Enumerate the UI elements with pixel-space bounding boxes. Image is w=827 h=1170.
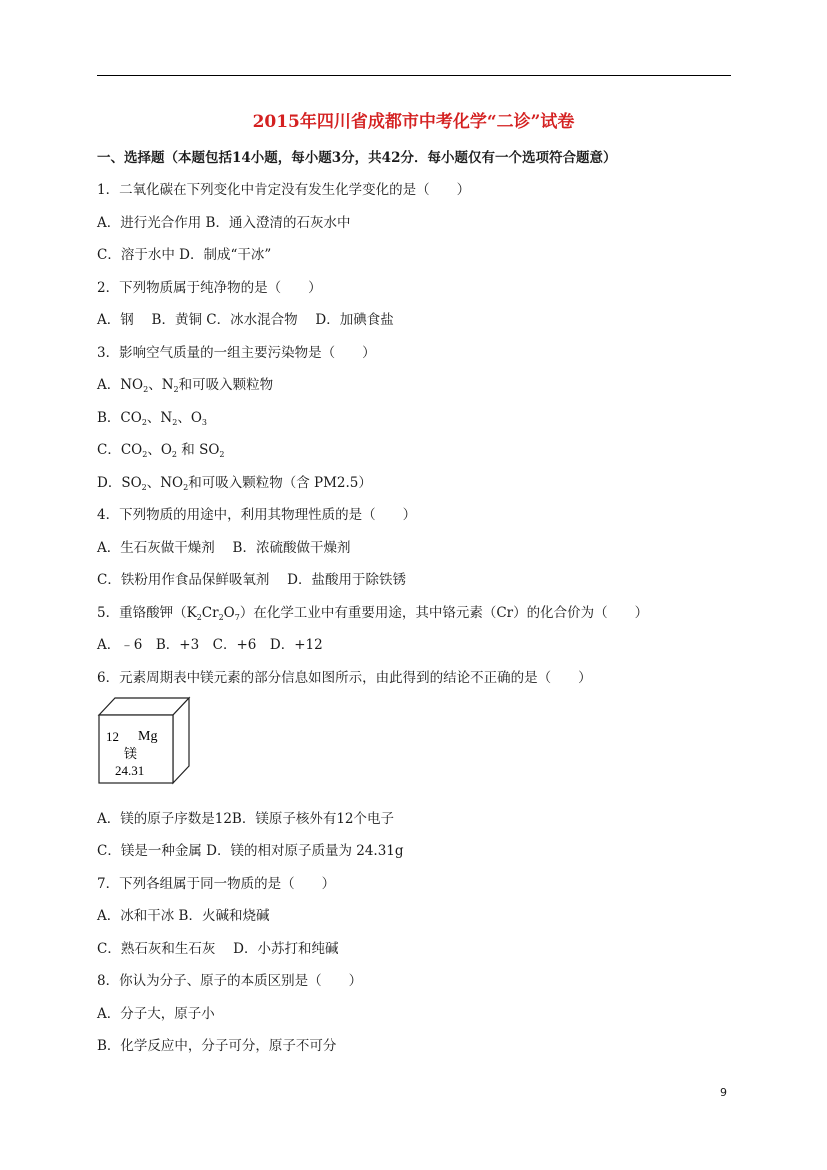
question-7-stem: 7．下列各组属于同一物质的是（ ） — [97, 876, 336, 892]
question-1-stem: 1．二氧化碳在下列变化中肯定没有发生化学变化的是（ ） — [97, 182, 471, 198]
atomic-mass: 24.31 — [115, 763, 145, 778]
question-7-options-cd: C．熟石灰和生石灰 D．小苏打和纯碱 — [97, 941, 339, 957]
question-5-options: A．﹣6 B．+3 C．+6 D．+12 — [97, 637, 323, 653]
question-8-option-b: B．化学反应中，分子可分，原子不可分 — [97, 1038, 337, 1054]
question-8-option-a: A．分子大，原子小 — [97, 1006, 215, 1022]
question-6-options-cd: C．镁是一种金属 D．镁的相对原子质量为 24.31g — [97, 843, 404, 859]
page-number: 9 — [720, 1086, 727, 1099]
magnesium-element-card — [96, 695, 192, 787]
section-heading: 一、选择题（本题包括14小题，每小题3分，共42分．每小题仅有一个选项符合题意） — [97, 150, 617, 166]
question-2-options: A．钢 B．黄铜 C．冰水混合物 D．加碘食盐 — [97, 312, 394, 328]
question-6-stem: 6．元素周期表中镁元素的部分信息如图所示，由此得到的结论不正确的是（ ） — [97, 670, 592, 686]
question-4-options-ab: A．生石灰做干燥剂 B．浓硫酸做干燥剂 — [97, 540, 351, 556]
question-3-option-c: C．$CO_2$、$O_2$ 和 $SO_2$ — [97, 442, 225, 459]
question-7-options-ab: A．冰和干冰 B．火碱和烧碱 — [97, 908, 270, 924]
question-1-options-cd: C．溶于水中 D．制成“干冰” — [97, 247, 272, 263]
question-4-stem: 4．下列物质的用途中，利用其物理性质的是（ ） — [97, 507, 417, 523]
question-3-option-a: A．$NO_2$、$N_2$和可吸入颗粒物 — [97, 377, 274, 394]
question-3-option-b: B．$CO_2$、$N_2$、$O_3$ — [97, 410, 207, 427]
question-6-options-ab: A．镁的原子序数是12B．镁原子核外有12个电子 — [97, 811, 395, 827]
atomic-number: 12 — [106, 729, 119, 744]
header-rule — [97, 75, 731, 76]
question-8-stem: 8．你认为分子、原子的本质区别是（ ） — [97, 973, 363, 989]
question-5-stem: 5．重铬酸钾$(K_2Cr_2O_7)$在化学工业中有重要用途，其中铬元素（Cr）的化合价为（ ） — [97, 605, 649, 622]
question-2-stem: 2．下列物质属于纯净物的是（ ） — [97, 280, 322, 296]
question-3-stem: 3．影响空气质量的一组主要污染物是（ ） — [97, 345, 376, 361]
element-symbol: Mg — [138, 729, 158, 744]
question-1-options-ab: A．进行光合作用 B．通入澄清的石灰水中 — [97, 215, 351, 231]
question-4-options-cd: C．铁粉用作食品保鲜吸氧剂 D．盐酸用于除铁锈 — [97, 572, 406, 588]
question-3-option-d: D．$SO_2$、$NO_2$和可吸入颗粒物（含 PM2.5） — [97, 475, 372, 492]
page-title: 2015年四川省成都市中考化学“二诊”试卷 — [252, 112, 575, 132]
element-name: 镁 — [124, 747, 138, 762]
